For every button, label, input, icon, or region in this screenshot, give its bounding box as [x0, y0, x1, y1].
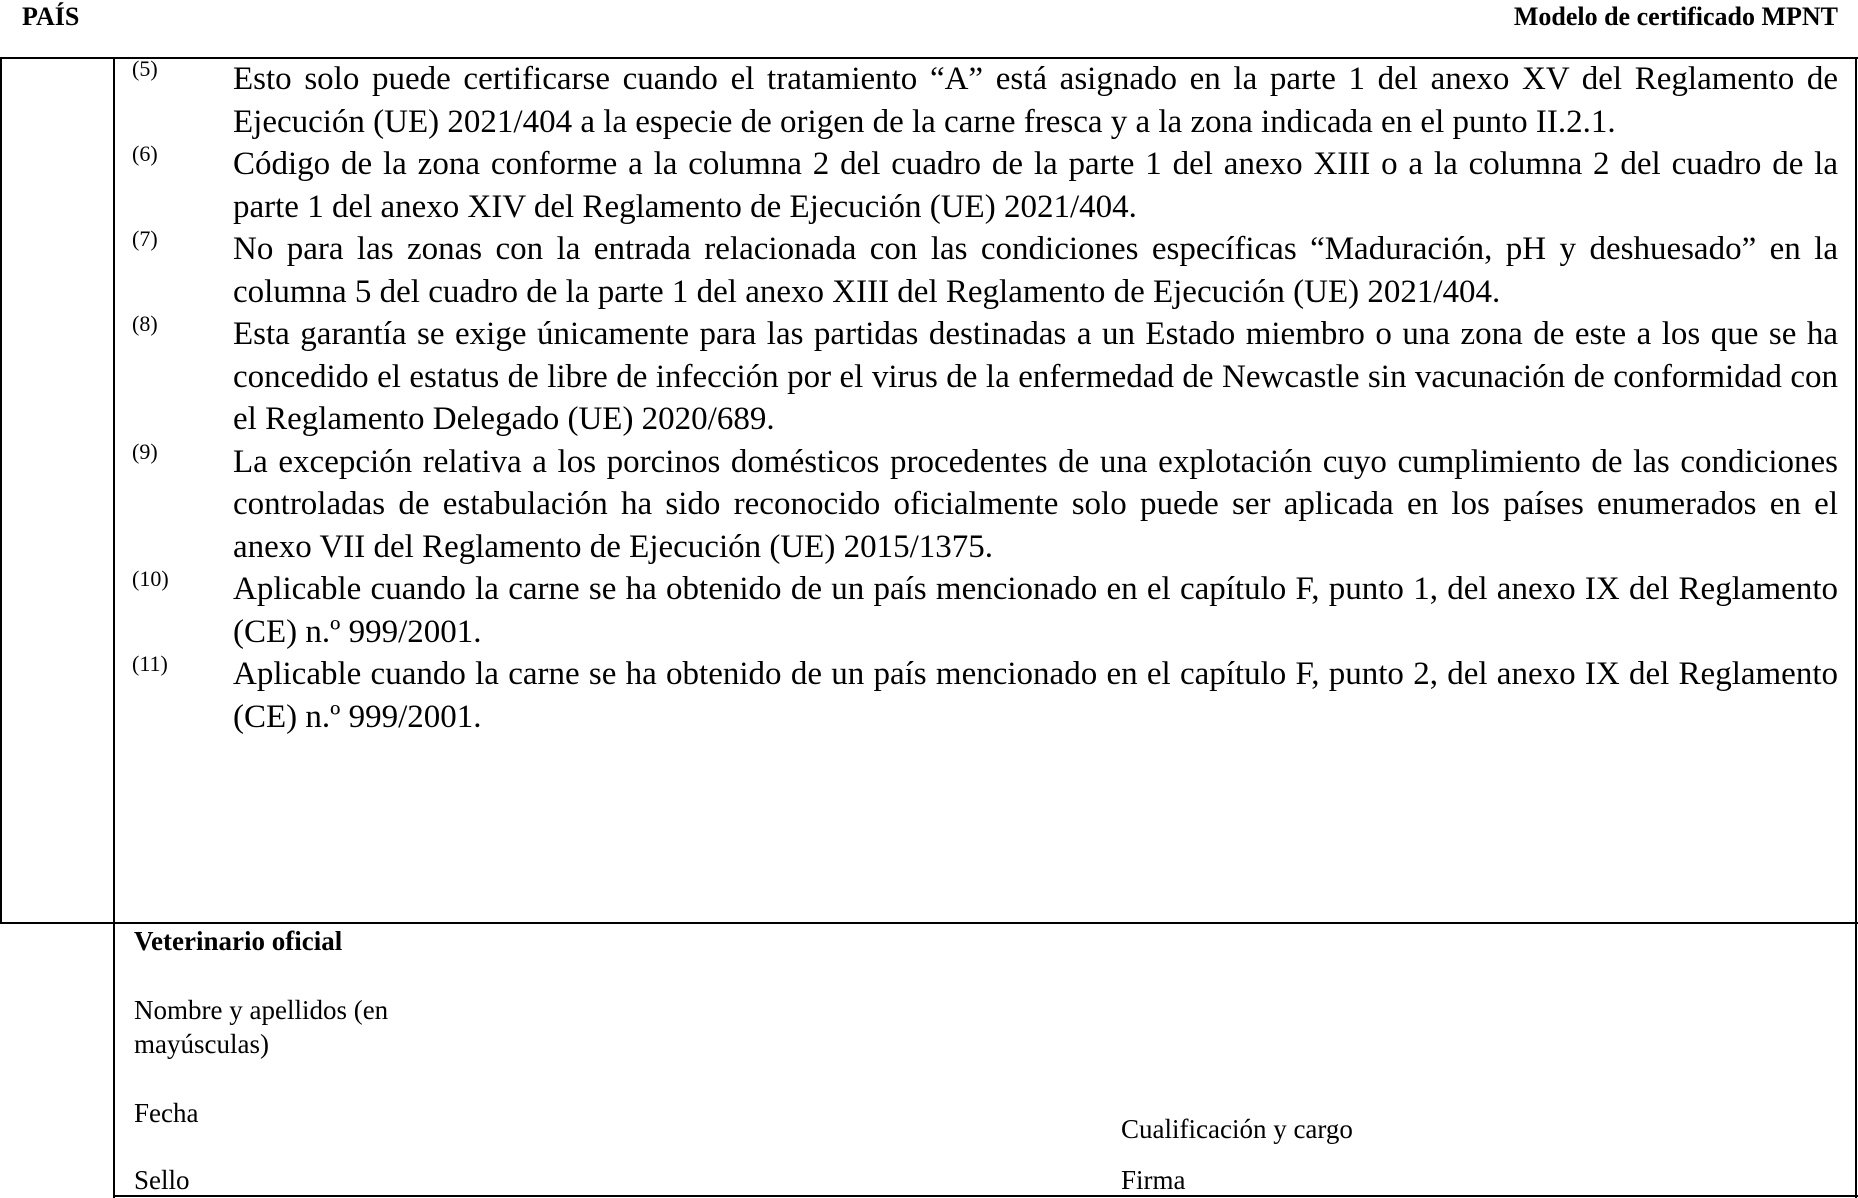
- table-column-divider: [113, 57, 115, 1198]
- qualification-label: Cualificación y cargo: [1121, 1114, 1353, 1144]
- footnote-number: (9): [132, 438, 158, 464]
- footnote-number: (5): [132, 56, 158, 81]
- footnote-10: [132, 568, 1838, 653]
- official-veterinarian-title: Veterinario oficial: [134, 926, 343, 956]
- footnote-number: (6): [132, 141, 158, 166]
- stamp-label: Sello: [134, 1165, 190, 1195]
- certificate-model-header: Modelo de certificado MPNT: [1513, 2, 1838, 31]
- footnote-9: [132, 438, 1838, 569]
- footnote-5: [132, 58, 1838, 143]
- footnote-11: [132, 653, 1838, 738]
- footnote-text: No para las zonas con la entrada relacionada con las condiciones específicas “Maduración, pH y deshuesado” en la columna 5 del cuadro de la parte 1 del anexo XIII del Reglamento de Ejecución (UE) 2021/404.: [233, 231, 1838, 310]
- footnote-number: (7): [132, 226, 158, 251]
- footnote-number: (11): [132, 651, 168, 676]
- table-border-right: [1855, 57, 1857, 1198]
- footnote-7: [132, 228, 1838, 313]
- footnote-number: (8): [132, 311, 158, 336]
- name-label: Nombre y apellidos (en mayúsculas): [134, 995, 389, 1059]
- table-border-bottom: [113, 1195, 1858, 1197]
- signature-label: Firma: [1121, 1165, 1186, 1195]
- table-row-divider: [0, 922, 1858, 924]
- footnote-8: [132, 313, 1838, 441]
- country-header: PAÍS: [22, 2, 80, 31]
- footnotes-list: [132, 58, 1838, 738]
- footnote-text: Código de la zona conforme a la columna 2 del cuadro de la parte 1 del anexo XIII o a la columna 2 del cuadro de la parte 1 del anexo XIV del Reglamento de Ejecución (UE) 2021/404.: [233, 146, 1838, 225]
- date-label: Fecha: [134, 1098, 199, 1128]
- footnote-number: (10): [132, 566, 169, 591]
- footnote-6: [132, 143, 1838, 228]
- footnote-text: La excepción relativa a los porcinos domésticos procedentes de una explotación cuyo cumplimiento de las condiciones controladas de estabulación ha sido reconocido oficialmente solo puede ser aplicada en los países enumerados en el anexo VII del Reglamento de Ejecución (UE) 2015/1375.: [233, 443, 1838, 565]
- footnote-text: Esta garantía se exige únicamente para las partidas destinadas a un Estado miembro o una zona de este a los que se ha concedido el estatus de libre de infección por el virus de la enfermedad de Newcastle sin vacunación de conformidad con el Reglamento Delegado (UE) 2020/689.: [233, 316, 1838, 437]
- footnote-text: Esto solo puede certificarse cuando el tratamiento “A” está asignado en la parte 1 del anexo XV del Reglamento de Ejecución (UE) 2021/404 a la especie de origen de la carne fresca y a la zona indicada en el punto II.2.1.: [233, 61, 1838, 140]
- footnote-text: Aplicable cuando la carne se ha obtenido de un país mencionado en el capítulo F, punto 1, del anexo IX del Reglamento (CE) n.º 999/2001.: [233, 571, 1838, 650]
- table-border-left: [0, 57, 2, 923]
- footnote-text: Aplicable cuando la carne se ha obtenido de un país mencionado en el capítulo F, punto 2, del anexo IX del Reglamento (CE) n.º 999/2001.: [233, 656, 1838, 735]
